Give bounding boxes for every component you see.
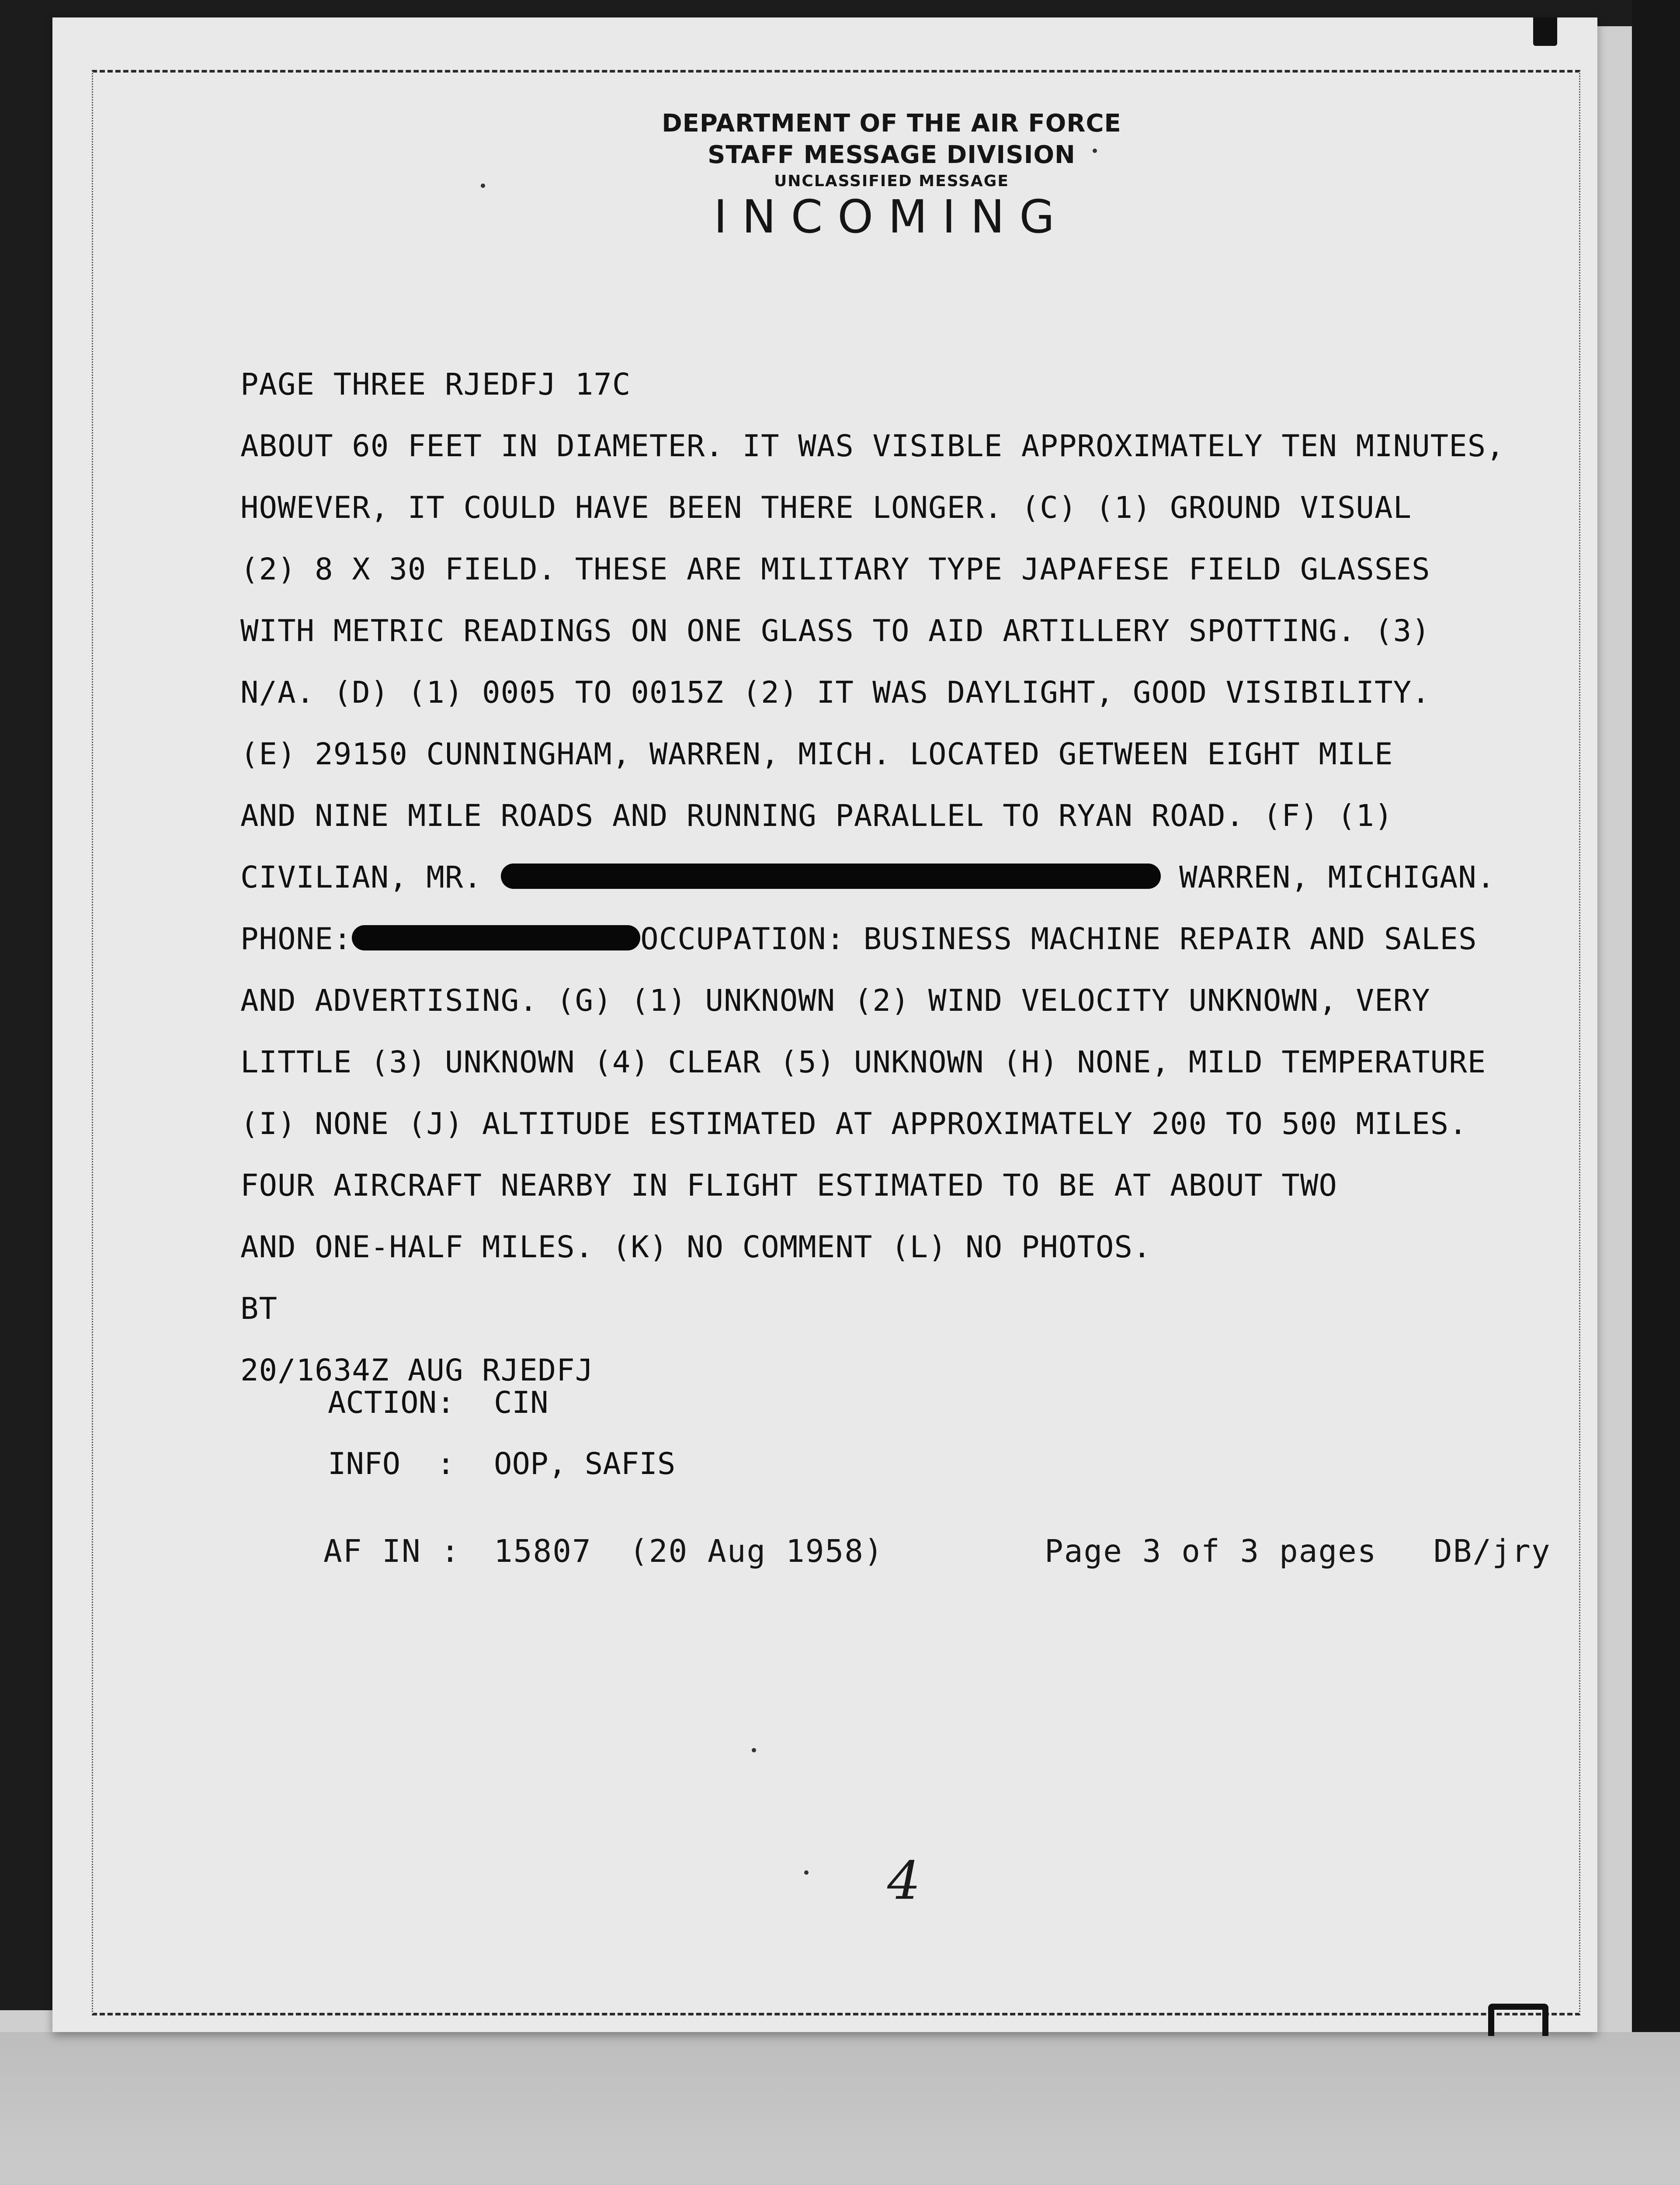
message-sheet bbox=[52, 17, 1597, 2032]
body-line: AND ADVERTISING. (G) (1) UNKNOWN (2) WIND VELOCITY UNKNOWN, VERY bbox=[240, 983, 1430, 1018]
body-line: PAGE THREE RJEDFJ 17C bbox=[240, 367, 631, 402]
redaction-bar bbox=[501, 864, 1161, 889]
department-title: DEPARTMENT OF THE AIR FORCE bbox=[662, 109, 1121, 138]
body-line: ABOUT 60 FEET IN DIAMETER. IT WAS VISIBLE APPROXIMATELY TEN MINUTES, bbox=[240, 429, 1505, 464]
page-info: Page 3 of 3 pages bbox=[1045, 1533, 1377, 1569]
body-line: 20/1634Z AUG RJEDFJ bbox=[240, 1353, 594, 1388]
af-in-number: 15807 bbox=[494, 1533, 592, 1569]
corner-mark bbox=[1533, 17, 1557, 46]
body-line: AND NINE MILE ROADS AND RUNNING PARALLEL TO RYAN ROAD. (F) (1) bbox=[240, 798, 1393, 833]
body-line: WITH METRIC READINGS ON ONE GLASS TO AID ARTILLERY SPOTTING. (3) bbox=[240, 614, 1430, 649]
message-date: (20 Aug 1958) bbox=[629, 1533, 884, 1569]
body-line bbox=[240, 909, 1595, 970]
body-line: FOUR AIRCRAFT NEARBY IN FLIGHT ESTIMATED TO BE AT ABOUT TWO bbox=[240, 1168, 1337, 1203]
paper-speck bbox=[804, 1870, 809, 1875]
division-title: STAFF MESSAGE DIVISION bbox=[708, 141, 1076, 169]
handwritten-page-number: 4 bbox=[887, 1851, 921, 1911]
info-value: OOP, SAFIS bbox=[494, 1446, 676, 1481]
message-header bbox=[629, 107, 1154, 243]
body-line-end: OCCUPATION: BUSINESS MACHINE REPAIR AND SALES bbox=[640, 922, 1477, 957]
message-body bbox=[240, 354, 1595, 1401]
af-in-label: AF IN : bbox=[323, 1533, 461, 1569]
body-line bbox=[240, 847, 1595, 909]
body-line: N/A. (D) (1) 0005 TO 0015Z (2) IT WAS DAYLIGHT, GOOD VISIBILITY. bbox=[240, 675, 1430, 710]
redaction-bar bbox=[352, 925, 640, 950]
action-label: ACTION: bbox=[328, 1385, 455, 1420]
body-line: HOWEVER, IT COULD HAVE BEEN THERE LONGER. (C) (1) GROUND VISUAL bbox=[240, 490, 1412, 525]
body-line-end: WARREN, MICHIGAN. bbox=[1179, 860, 1496, 895]
corner-mark bbox=[1488, 2004, 1548, 2036]
body-line: LITTLE (3) UNKNOWN (4) CLEAR (5) UNKNOWN (H) NONE, MILD TEMPERATURE bbox=[240, 1045, 1486, 1080]
paper-speck bbox=[1093, 149, 1097, 153]
scan-border-right bbox=[1632, 0, 1680, 2032]
scan-background bbox=[0, 2032, 1680, 2185]
paper-speck bbox=[481, 184, 485, 188]
paper-speck bbox=[752, 1748, 756, 1752]
body-line: AND ONE-HALF MILES. (K) NO COMMENT (L) NO PHOTOS. bbox=[240, 1230, 1152, 1265]
typist-initials: DB/jry bbox=[1434, 1533, 1551, 1569]
body-line: (E) 29150 CUNNINGHAM, WARREN, MICH. LOCATED GETWEEN EIGHT MILE bbox=[240, 737, 1393, 772]
body-line-start: PHONE: bbox=[240, 922, 352, 957]
action-value: CIN bbox=[494, 1385, 548, 1420]
message-direction: INCOMING bbox=[714, 190, 1069, 243]
body-line: BT bbox=[240, 1291, 278, 1326]
body-line: (I) NONE (J) ALTITUDE ESTIMATED AT APPROXIMATELY 200 TO 500 MILES. bbox=[240, 1106, 1468, 1141]
classification-label: UNCLASSIFIED MESSAGE bbox=[774, 172, 1009, 190]
body-line: (2) 8 X 30 FIELD. THESE ARE MILITARY TYPE JAPAFESE FIELD GLASSES bbox=[240, 552, 1430, 587]
body-line-start: CIVILIAN, MR. bbox=[240, 860, 482, 895]
info-label: INFO : bbox=[328, 1446, 455, 1481]
